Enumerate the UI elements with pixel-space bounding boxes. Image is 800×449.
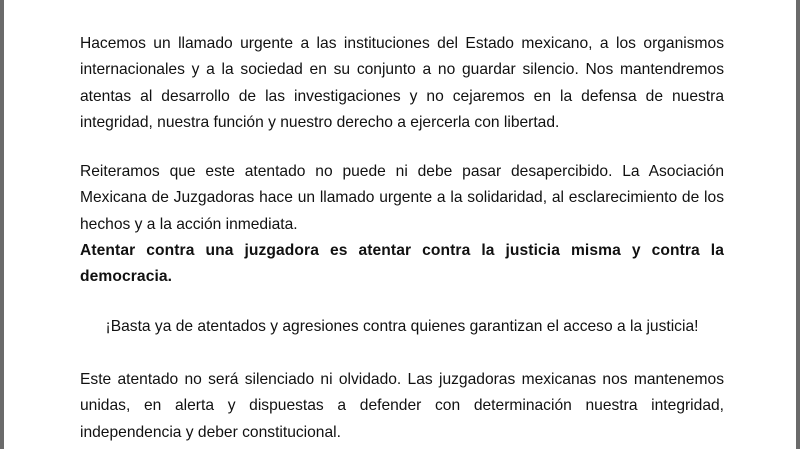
right-border — [796, 0, 800, 449]
left-border — [0, 0, 4, 449]
paragraph-centered-exclamation: ¡Basta ya de atentados y agresiones contra quienes garantizan el acceso a la justicia! — [105, 317, 699, 335]
paragraph-closing: Este atentado no será silenciado ni olvidado. Las juzgadoras mexicanas nos mantenemos unidas, en alerta y dispuestas a defender con determinación nuestra integridad, independencia y deber constitucional. — [80, 370, 724, 441]
paragraph-reiteration: Reiteramos que este atentado no puede ni debe pasar desapercibido. La Asociación Mexicana de Juzgadoras hace un llamado urgente a la solidaridad, al esclarecimiento de los hechos y a la acción inmediata. — [80, 163, 724, 233]
document-body — [80, 31, 724, 446]
paragraph-bold-statement: Atentar contra una juzgadora es atentar contra la justicia misma y contra la democracia. — [80, 242, 724, 286]
paragraph-call-to-institutions: Hacemos un llamado urgente a las instituciones del Estado mexicano, a los organismos internacionales y a la sociedad en su conjunto a no guardar silencio. Nos mantendremos atentas al desarrollo de las investigaciones y no cejaremos en la defensa de nuestra integridad, nuestra función y nuestro derecho a ejercerla con libertad. — [80, 35, 724, 131]
